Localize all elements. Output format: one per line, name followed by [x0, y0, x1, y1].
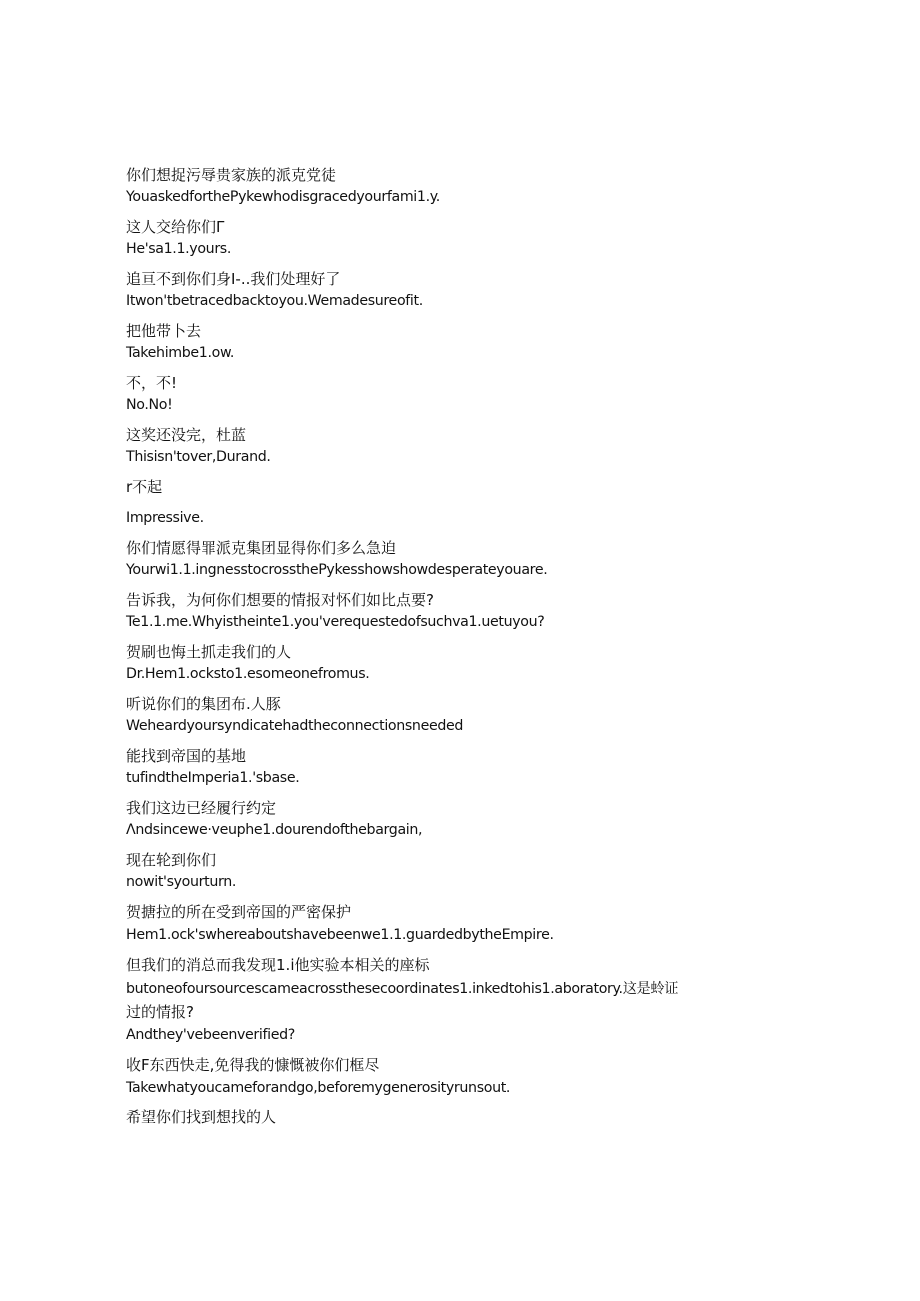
- subtitle-line-en: Andthey'vebeenverified?: [126, 1027, 295, 1043]
- subtitle-line-zh: 不，不!: [126, 374, 178, 392]
- subtitle-line-zh: 贺搪拉的所在受到帝国的严密保护: [126, 903, 352, 921]
- subtitle-line-en: butoneofoursourcescameacrossthesecoordinates1.inkedtohis1.aboratory.这是蛉证: [126, 981, 679, 997]
- subtitle-line-zh: 希望你们找到想找的人: [126, 1108, 277, 1126]
- subtitle-line-en: Dr.Hem1.ocksto1.esomeonefromus.: [126, 666, 370, 682]
- subtitle-line-zh: 追亘不到你们身I-..我们处理好了: [126, 270, 341, 288]
- subtitle-line-en: Takewhatyoucameforandgo,beforemygenerosityrunsout.: [126, 1080, 511, 1096]
- subtitle-line-en: YouaskedforthePykewhodisgracedyourfami1.y.: [126, 189, 440, 205]
- subtitle-line-zh: 现在轮到你们: [126, 851, 217, 869]
- subtitle-line-en: Λndsincewe·veuphe1.dourendofthebargain,: [126, 822, 423, 838]
- subtitle-line-zh: 这奖还没完，杜蓝: [126, 426, 247, 444]
- subtitle-line-zh: 但我们的消总而我发现1.i他实验本相关的座标: [126, 956, 430, 974]
- subtitle-line-en: No.No!: [126, 397, 173, 413]
- subtitle-line-en: Impressive.: [126, 510, 204, 526]
- subtitle-line-en: nowit'syourturn.: [126, 874, 237, 890]
- subtitle-line-en: tufindtheImperia1.'sbase.: [126, 770, 300, 786]
- subtitle-line-zh: 告诉我，为何你们想要的情报对怀们如比点要?: [126, 591, 434, 609]
- subtitle-line-en: Thisisn'tover,Durand.: [126, 449, 271, 465]
- subtitle-line-zh: 你们情愿得罪派克集团显得你们多么急迫: [126, 539, 397, 557]
- subtitle-line-zh: 能找到帝国的基地: [126, 747, 247, 765]
- subtitle-line-zh: 这人交给你们Γ: [126, 218, 225, 236]
- subtitle-line-zh: 贺刷也悔土抓走我们的人: [126, 643, 292, 661]
- subtitle-line-zh: 收F东西快走,免得我的慷慨被你们框尽: [126, 1056, 380, 1074]
- subtitle-line-en: Weheardyoursyndicatehadtheconnectionsneeded: [126, 718, 464, 734]
- subtitle-line-en: He'sa1.1.yours.: [126, 241, 232, 257]
- subtitle-line-zh: r不起: [126, 478, 163, 496]
- subtitle-line-zh: 听说你们的集团布.人豚: [126, 695, 281, 713]
- subtitle-line-zh: 我们这边已经履行约定: [126, 799, 277, 817]
- subtitle-line-en: Takehimbe1.ow.: [126, 345, 235, 361]
- subtitle-line-zh: 你们想捉污辱贵家族的派克党徒: [126, 166, 337, 184]
- subtitle-line-zh: 把他带卜去: [126, 322, 202, 340]
- subtitle-line-en: Yourwi1.1.ingnesstocrossthePykesshowshowdesperateyouare.: [126, 562, 548, 578]
- subtitle-line-en: Itwon'tbetracedbacktoyou.Wemadesureofit.: [126, 293, 423, 309]
- subtitle-line-en: Te1.1.me.Whyistheinte1.you'verequestedofsuchva1.uetuyou?: [126, 614, 545, 630]
- subtitle-line-en: Hem1.ock'swhereaboutshavebeenwe1.1.guardedbytheEmpire.: [126, 927, 554, 943]
- subtitle-line-zh: 过的情报?: [126, 1003, 194, 1021]
